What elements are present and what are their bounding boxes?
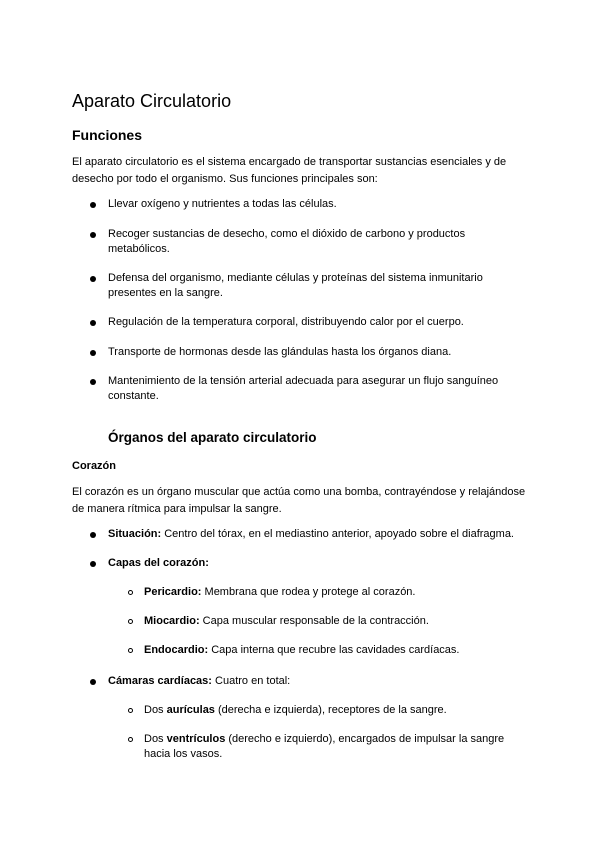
bullet-icon <box>90 232 96 238</box>
list-item-text <box>108 556 528 571</box>
camara-post: (derecha e izquierda), receptores de la sangre. <box>214 704 447 716</box>
hollow-bullet-icon <box>128 619 133 624</box>
situacion-label: Situación: <box>108 528 162 540</box>
list-item-text <box>108 674 528 689</box>
hollow-bullet-icon <box>128 648 133 653</box>
document-title: Aparato Circulatorio <box>72 91 232 111</box>
bullet-icon <box>90 350 96 356</box>
list-item-text: Mantenimiento de la tensión arterial adecuada para asegurar un flujo sanguíneo constante. <box>108 375 499 402</box>
bullet-icon <box>90 561 96 567</box>
hollow-bullet-icon <box>128 737 133 742</box>
section-heading-funciones: Funciones <box>72 127 143 143</box>
list-item-text <box>108 527 528 542</box>
list-item-text: Llevar oxígeno y nutrientes a todas las células. <box>108 198 337 210</box>
bullet-icon <box>90 679 96 685</box>
corazon-intro: El corazón es un órgano muscular que actúa como una bomba, contrayéndose y relajándose de manera rítmica para impulsar la sangre. <box>72 486 526 515</box>
capa-label: Miocardio: <box>144 615 200 627</box>
camara-name: aurículas <box>166 704 215 716</box>
subsection-heading-corazon: Corazón <box>72 460 116 472</box>
hollow-bullet-icon <box>128 590 133 595</box>
capa-label: Endocardio: <box>144 644 209 656</box>
situacion-text: Centro del tórax, en el mediastino anterior, apoyado sobre el diafragma. <box>161 528 514 540</box>
capa-text: Capa interna que recubre las cavidades cardíacas. <box>208 644 460 656</box>
sublist-item-text <box>144 585 524 600</box>
capas-label: Capas del corazón: <box>108 557 209 569</box>
list-item-text: Recoger sustancias de desecho, como el dióxido de carbono y productos metabólicos. <box>108 228 466 255</box>
camaras-label: Cámaras cardíacas: <box>108 675 212 687</box>
sublist-item-text <box>144 614 524 629</box>
camaras-text: Cuatro en total: <box>211 675 291 687</box>
list-item-text: Defensa del organismo, mediante células y proteínas del sistema inmunitario presentes en la sangre. <box>108 272 483 299</box>
bullet-icon <box>90 532 96 538</box>
bullet-icon <box>90 320 96 326</box>
sublist-item-text <box>144 703 524 718</box>
hollow-bullet-icon <box>128 708 133 713</box>
camara-post: (derecho e izquierdo), encargados de impulsar la sangre hacia los vasos. <box>144 733 505 760</box>
list-item-text: Transporte de hormonas desde las glándulas hasta los órganos diana. <box>108 346 452 358</box>
camara-pre: Dos <box>144 733 167 745</box>
capa-text: Capa muscular responsable de la contracción. <box>199 615 429 627</box>
camara-pre: Dos <box>144 704 167 716</box>
capa-text: Membrana que rodea y protege al corazón. <box>201 586 416 598</box>
bullet-icon <box>90 379 96 385</box>
capa-label: Pericardio: <box>144 586 202 598</box>
sublist-item-text <box>144 643 524 658</box>
camara-name: ventrículos <box>166 733 226 745</box>
bullet-icon <box>90 202 96 208</box>
bullet-icon <box>90 276 96 282</box>
section-heading-organos: Órganos del aparato circulatorio <box>108 430 317 445</box>
funciones-intro: El aparato circulatorio es el sistema encargado de transportar sustancias esenciales y de desecho por todo el organismo. Sus funciones principales son: <box>72 156 507 185</box>
list-item-text: Regulación de la temperatura corporal, distribuyendo calor por el cuerpo. <box>108 316 464 328</box>
sublist-item-text <box>144 732 524 762</box>
